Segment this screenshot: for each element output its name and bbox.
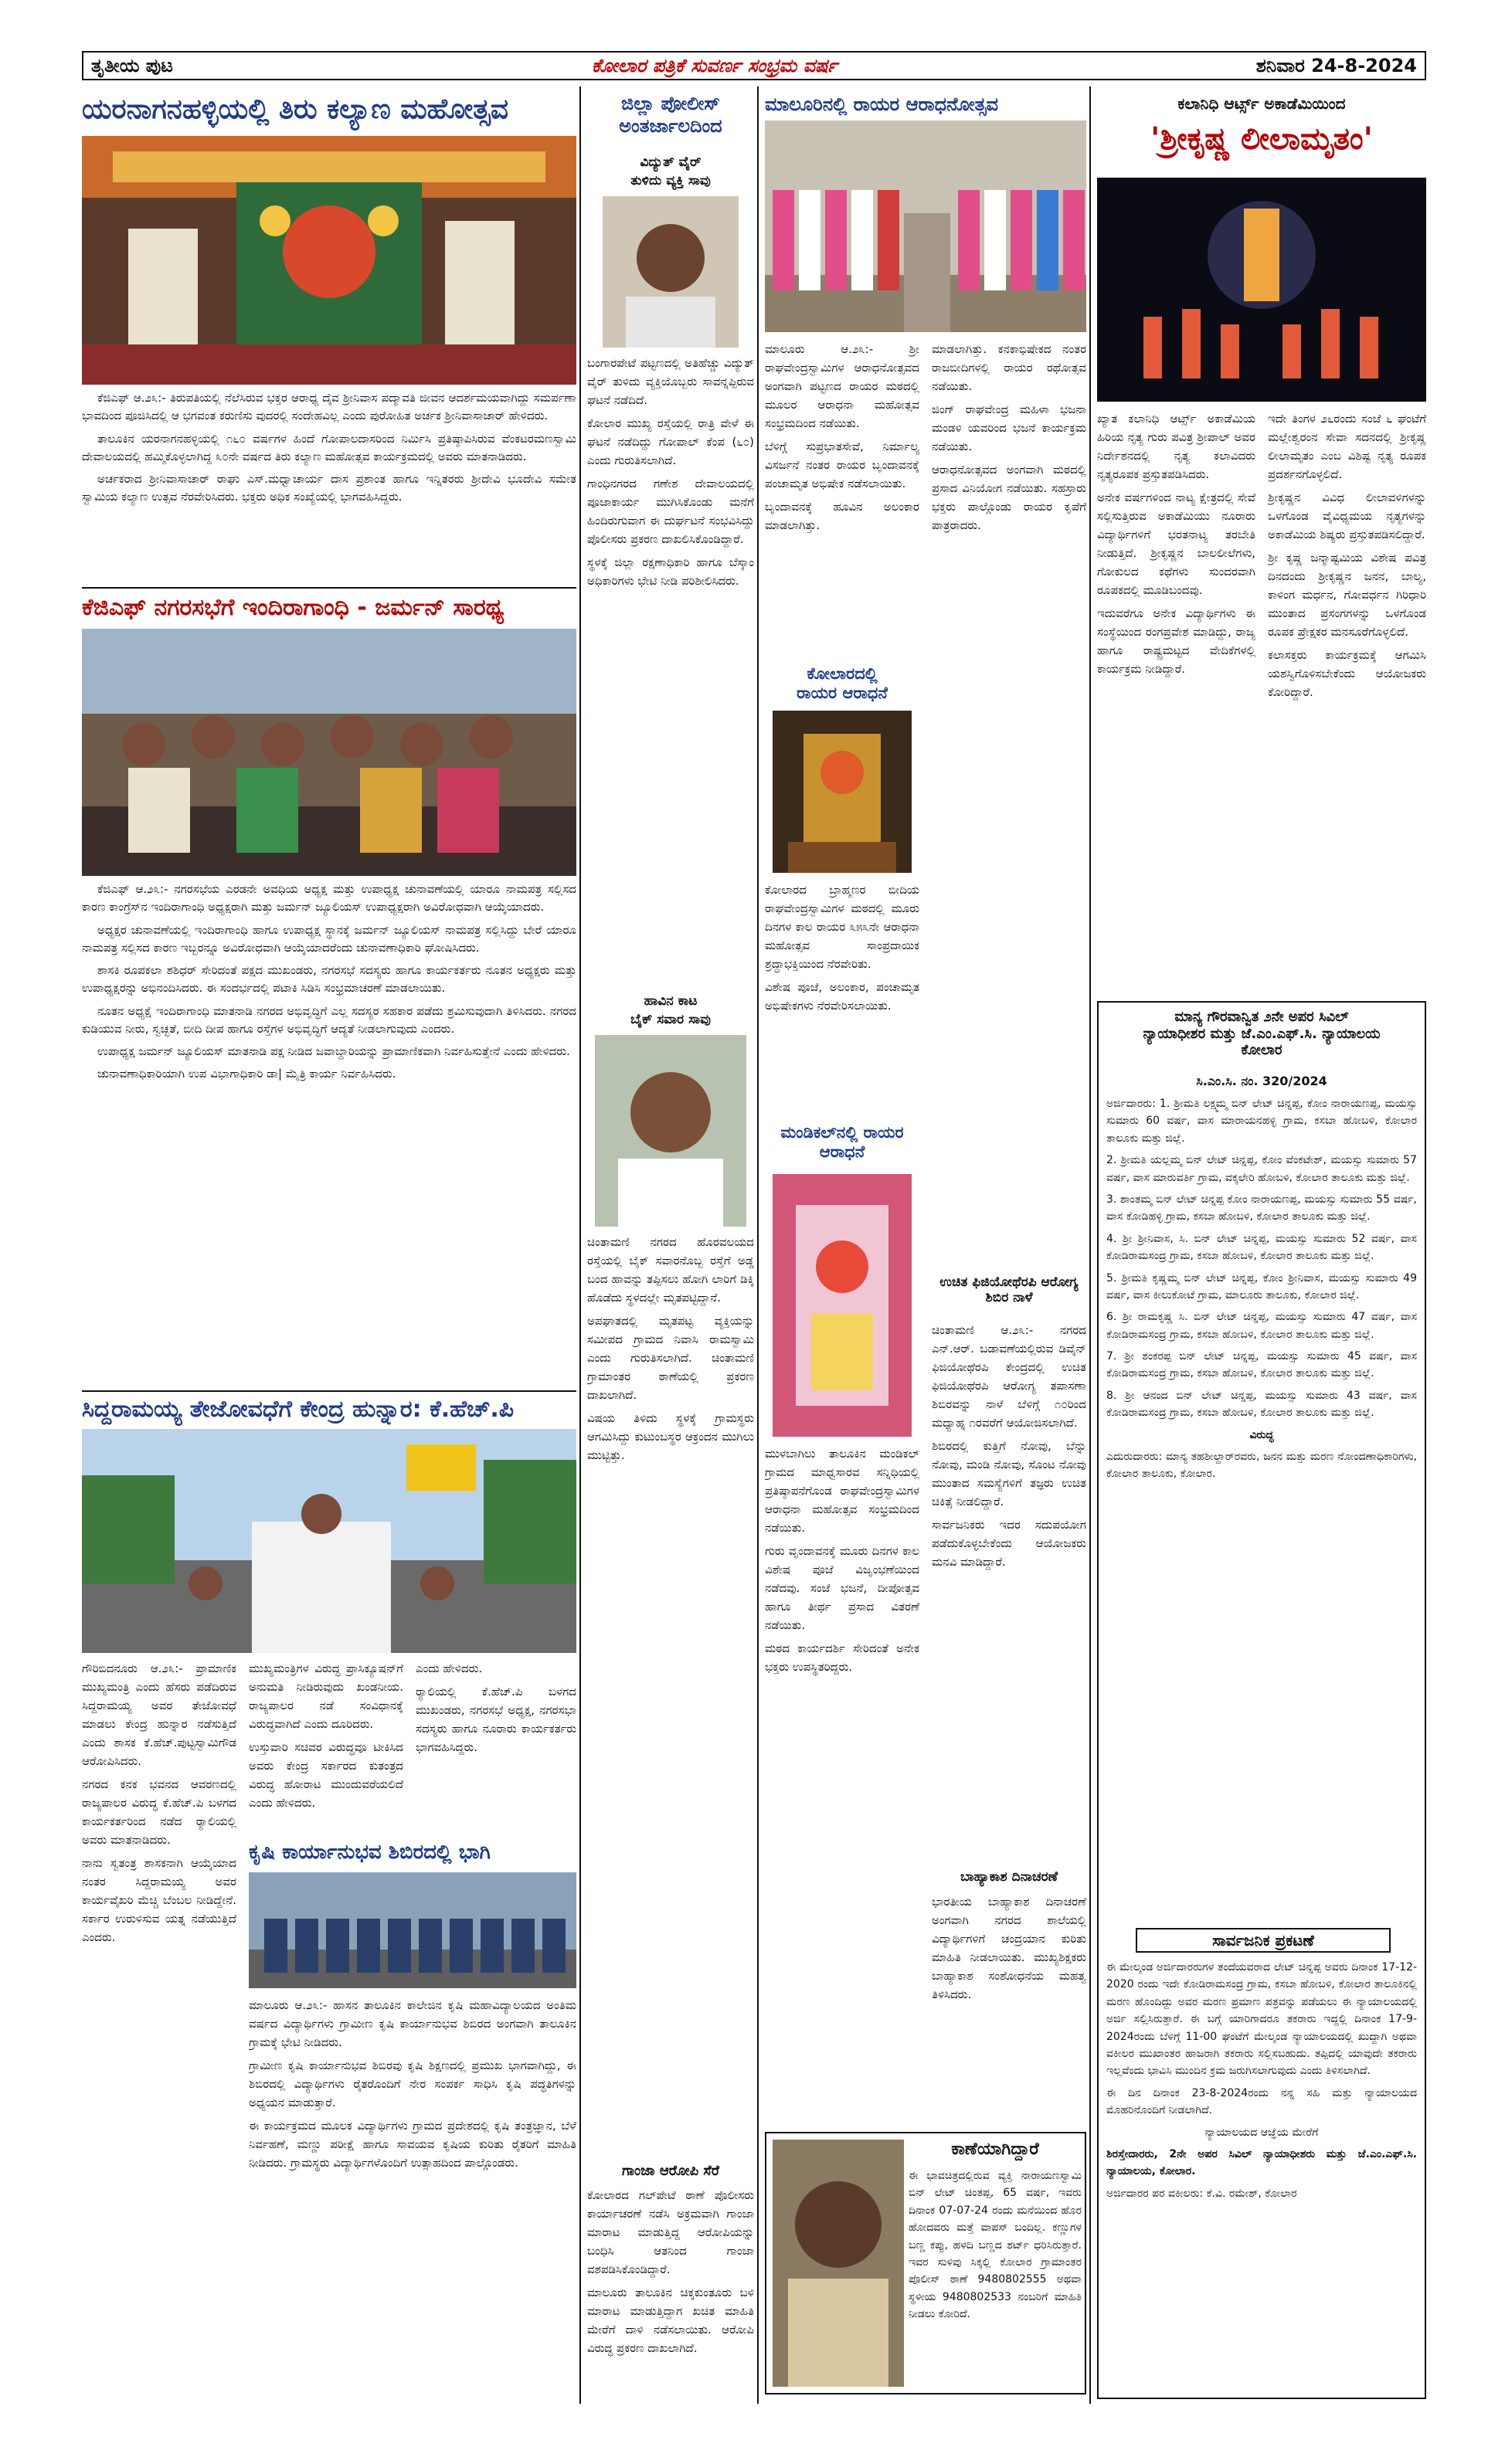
council-officials-photo — [82, 629, 576, 876]
masthead-tagline: ಕೋಲಾರ ಪತ್ರಿಕೆ ಸುವರ್ಣ ಸಂಭ್ರಮ ವರ್ಷ — [591, 55, 837, 76]
health-camp-body — [932, 1321, 1086, 1784]
court-respondent: ಎದುರುದಾರರು: ಮಾನ್ಯ ತಹಶೀಲ್ದಾರ್‌ರವರು, ಜನನ ಮತ್ತು ಮರಣ ನೋಂದಣಾಧಿಕಾರಿಗಳು, ಕೋಲಾರ ತಾಲೂಕು, ಕೋಲಾರ. — [1106, 1451, 1417, 1481]
story2-paragraph: ನೂತನ ಅಧ್ಯಕ್ಷೆ ಇಂದಿರಾಗಾಂಧಿ ಮಾತನಾಡಿ ನಗರದ ಅಭಿವೃದ್ಧಿಗೆ ಎಲ್ಲ ಸದಸ್ಯರ ಸಹಕಾರ ಪಡೆದು ಶ್ರಮಿಸುವುದಾಗಿ ತಿಳಿಸಿದರು. ನಗರದ ಕುಡಿಯುವ ನೀರು, ಸ್ವಚ್ಛತೆ, ಬೀದಿ ದೀಪ ಹಾಗೂ ರಸ್ತೆಗಳ ಅಭಿವೃದ್ಧಿಗೆ ಆದ್ಯತೆ ನೀಡಲಾಗುವುದು ಎಂದರು. — [82, 1003, 576, 1036]
story3-paragraph: ನಗರದ ಕನಕ ಭವನದ ಆವರಣದಲ್ಲಿ ರಾಜ್ಯಪಾಲರ ವಿರುದ್ಧ ಕೆ.ಹೆಚ್.ಪಿ ಬಳಗದ ಕಾರ್ಯಕರ್ತರಿಂದ ನಡೆದ ರ್‍ಯಾಲಿಯಲ್ಲಿ ಅವರು ಮಾತನಾಡಿದರು. — [82, 1777, 236, 1847]
court-title-line: ಕೋಲಾರ — [1241, 1042, 1282, 1059]
kolar-rayaru-headline-line1: ಕೋಲಾರದಲ್ಲಿ — [807, 664, 878, 683]
page-number-label: ತೃತೀಯ ಪುಟ — [91, 55, 173, 76]
story3-col2 — [249, 1659, 403, 1837]
rally-photo — [82, 1429, 576, 1653]
court-title-line: ನ್ಯಾಯಾಧೀಶರ ಮತ್ತು ಜೆ.ಎಂ.ಎಫ್.ಸಿ. ನ್ಯಾಯಾಲಯ — [1143, 1025, 1381, 1042]
court-party: 3. ಶಾಂತಮ್ಮ ಬಿನ್ ಲೇಟ್ ಚಿನ್ನಪ್ಪ ಕೋಂ ನಾರಾಯಣಪ್ಪ, ಮಯಸ್ಸು ಸುಮಾರು 55 ವರ್ಷ, ವಾಸ ಕೋಡಿಹಳ್ಳಿ ಗ್ರಾಮ, ಕಸಬಾ ಹೋಬಳಿ, ಕೋಲಾರ ತಾಲೂಕು ಮತ್ತು ಜಿಲ್ಲೆ. — [1106, 1193, 1417, 1224]
kolar-rayaru-body — [765, 881, 919, 1128]
public-notice-title: ಸಾರ್ವಜನಿಕ ಪ್ರಕಟಣೆ — [1136, 1928, 1391, 1953]
police-headline — [587, 93, 754, 137]
story1-headline: ಯರನಾಗನಹಳ್ಳಿಯಲ್ಲಿ ತಿರು ಕಲ್ಯಾಣ ಮಹೋತ್ಸವ — [82, 93, 508, 125]
section-divider — [82, 1390, 576, 1392]
police-paragraph: ಚಿಂತಾಮಣಿ ನಗರದ ಹೊರವಲಯದ ರಸ್ತೆಯಲ್ಲಿ ಬೈಕ್ ಸವಾರನೊಬ್ಬ ರಸ್ತೆಗೆ ಅಡ್ಡ ಬಂದ ಹಾವನ್ನು ತಪ್ಪಿಸಲು ಹೋಗಿ ಲಾರಿಗೆ ಡಿಕ್ಕಿ ಹೊಡೆದು ಸ್ಥಳದಲ್ಲೇ ಮೃತಪಟ್ಟಿದ್ದಾನೆ. — [587, 1235, 754, 1305]
story1-paragraph: ಕೆಜಿಎಫ್ ಆ.೨೩:- ತಿರುಪತಿಯಲ್ಲಿ ನೆಲೆಸಿರುವ ಭಕ್ತರ ಆರಾಧ್ಯ ದೈವ ಶ್ರೀನಿವಾಸ ಪದ್ಮಾವತಿ ಜೀವನ ಆದರ್ಶಮಯವಾಗಿದ್ದು ಸಮರ್ಪಣಾ ಭಾವದಿಂದ ಪೂಜಿಸಿದಲ್ಲಿ ಆ ಭಗವಂತ ಕರುಣಿಸು ವುದರಲ್ಲಿ ಸಂದೇಹವಿಲ್ಲ ಎಂದು ಪುರೋಹಿತ ಅರ್ಚಕ ಶ್ರೀನಿವಾಸಾಚಾರ್ ಹೇಳಿದರು. — [82, 391, 576, 423]
story3-paragraph: ರ್‍ಯಾಲಿಯಲ್ಲಿ ಕೆ.ಹೆಚ್.ಪಿ ಬಳಗದ ಮುಖಂಡರು, ನಗರಸಭೆ ಅಧ್ಯಕ್ಷ, ನಗರಸಭಾ ಸದಸ್ಯರು ಹಾಗೂ ನೂರಾರು ಕಾರ್ಯಕರ್ತರು ಭಾಗವಹಿಸಿದ್ದರು. — [416, 1685, 576, 1754]
police-body2 — [587, 1233, 754, 1866]
story4-paragraph: ಗ್ರಾಮೀಣ ಕೃಷಿ ಕಾರ್ಯಾನುಭವ ಶಿಬಿರವು ಕೃಷಿ ಶಿಕ್ಷಣದಲ್ಲಿ ಪ್ರಮುಖ ಭಾಗವಾಗಿದ್ದು, ಈ ಶಿಬಿರದಲ್ಲಿ ವಿದ್ಯಾರ್ಥಿಗಳು ರೈತರೊಂದಿಗೆ ನೇರ ಸಂಪರ್ಕ ಸಾಧಿಸಿ ಕೃಷಿ ಪದ್ಧತಿಗಳನ್ನು ಅಧ್ಯಯನ ಮಾಡುತ್ತಾರೆ. — [249, 2058, 576, 2109]
court-case-number: ಸಿ.ಎಂ.ಸಿ. ನಂ. 320/2024 — [1196, 1074, 1327, 1088]
story2-headline: ಕೆಜಿಎಫ್ ನಗರಸಭೆಗೆ ಇಂದಿರಾಗಾಂಧಿ - ಜರ್ಮನ್ ಸಾರಥ್ಯ — [82, 594, 504, 621]
accident-victim-photo — [595, 1035, 746, 1227]
police-paragraph: ಗಾಂಧಿನಗರದ ಗಣೇಶ ದೇವಾಲಯದಲ್ಲಿ ಪೂಜಾಕಾರ್ಯ ಮುಗಿಸಿಕೊಂಡು ಮನೆಗೆ ಹಿಂದಿರುಗುವಾಗ ಈ ದುರ್ಘಟನೆ ಸಂಭವಿಸಿದ್ದು ಪೊಲೀಸರು ಪ್ರಕರಣ ದಾಖಲಿಸಿಕೊಂಡಿದ್ದಾರೆ. — [587, 477, 754, 546]
story1-body — [82, 389, 576, 579]
court-party: 6. ಶ್ರೀ ರಾಮಕೃಷ್ಣ ಸಿ. ಬಿನ್ ಲೇಟ್ ಚಿನ್ನಪ್ಪ, ಮಯಸ್ಸು ಸುಮಾರು 47 ವರ್ಷ, ವಾಸ ಕೋಡಿರಾಮಸಂದ್ರ ಗ್ರಾಮ, ಕಸಬಾ ಹೋಬಳಿ, ಕೋಲಾರ ತಾಲೂಕು ಮತ್ತು ಜಿಲ್ಲೆ. — [1106, 1311, 1417, 1341]
police-headline-line1: ಜಿಲ್ಲಾ ಪೋಲೀಸ್ — [621, 93, 720, 114]
procession-photo — [765, 120, 1086, 332]
police-kicker2: ಹಾವಿನ ಕಾಟ — [644, 993, 698, 1009]
space-day-paragraph: ಭಾರತೀಯ ಬಾಹ್ಯಾಕಾಶ ದಿನಾಚರಣೆ ಅಂಗವಾಗಿ ನಗರದ ಶಾಲೆಯಲ್ಲಿ ವಿದ್ಯಾರ್ಥಿಗಳಿಗೆ ಚಂದ್ರಯಾನ ಕುರಿತು ಮಾಹಿತಿ ನೀಡಲಾಯಿತು. ಮುಖ್ಯಶಿಕ್ಷಕರು ಬಾಹ್ಯಾಕಾಶ ಸಂಶೋಧನೆಯ ಮಹತ್ವ ತಿಳಿಸಿದರು. — [932, 1895, 1086, 2001]
story1-paragraph: ಅರ್ಚಕರಾದ ಶ್ರೀನಿವಾಸಾಚಾರ್ ರಾಘು ಎಸ್.ಮಧ್ವಾಚಾರ್ಯ ದಾಸ ಪ್ರಶಾಂತ ಹಾಗೂ ಇನ್ನಿತರರು ಶ್ರೀದೇವಿ ಭೂದೇವಿ ಸಮೇತ ಸ್ವಾಮಿಯ ಕಲ್ಯಾಣ ಉತ್ಸವ ನೆರವೇರಿಸಿದರು. ಭಕ್ತರು ಅಧಿಕ ಸಂಖ್ಯೆಯಲ್ಲಿ ಭಾಗವಹಿಸಿದ್ದರು. — [82, 472, 576, 504]
malur-paragraph: ಮಾಡಲಾಗಿತ್ತು. ಕನಕಾಭಿಷೇಕದ ನಂತರ ರಾಜಬೀದಿಗಳಲ್ಲಿ ರಾಯರ ರಥೋತ್ಸವ ನಡೆಯಿತು. — [932, 342, 1086, 393]
space-day-body — [932, 1892, 1086, 2101]
health-camp-paragraph: ಚಿಂತಾಮಣಿ ಆ.೨೩:- ನಗರದ ಎನ್.ಆರ್. ಬಡಾವಣೆಯಲ್ಲಿರುವ ಡಿವೈನ್ ಫಿಜಿಯೋಥೆರಪಿ ಕೇಂದ್ರದಲ್ಲಿ ಉಚಿತ ಫಿಜಿಯೋಥೆರಪಿ ಆರೋಗ್ಯ ತಪಾಸಣಾ ಶಿಬಿರವನ್ನು ನಾಳೆ ಬೆಳಿಗ್ಗೆ ೧೦ರಿಂದ ಮಧ್ಯಾಹ್ನ ೧ರವರೆಗೆ ಆಯೋಜಿಸಲಾಗಿದೆ. — [932, 1323, 1086, 1430]
story3-headline: ಸಿದ್ದರಾಮಯ್ಯ ತೇಜೋವಧೆಗೆ ಕೇಂದ್ರ ಹುನ್ನಾರ: ಕೆ.ಹೆಚ್.ಪಿ — [82, 1396, 514, 1423]
space-day-headline: ಬಾಹ್ಯಾಕಾಶ ದಿನಾಚರಣೆ — [960, 1869, 1058, 1885]
kolar-rayaru-paragraph: ವಿಶೇಷ ಪೂಜೆ, ಅಲಂಕಾರ, ಪಂಚಾಮೃತ ಅಭಿಷೇಕಗಳು ನೆರವೇರಿಸಲಾಯಿತು. — [765, 980, 919, 1013]
police-kicker3: ಗಾಂಜಾ ಆರೋಪಿ ಸೆರೆ — [622, 2163, 719, 2179]
story3-col3 — [416, 1659, 576, 1837]
story2-paragraph: ಚುನಾವಣಾಧಿಕಾರಿಯಾಗಿ ಉಪ ವಿಭಾಗಾಧಿಕಾರಿ ಡಾ| ಮೈತ್ರಿ ಕಾರ್ಯ ನಿರ್ವಹಿಸಿದರು. — [97, 1067, 396, 1081]
police-paragraph: ವಿಷಯ ತಿಳಿದು ಸ್ಥಳಕ್ಕೆ ಗ್ರಾಮಸ್ಥರು ಆಗಮಿಸಿದ್ದು ಕುಟುಂಬಸ್ಥರ ಆಕ್ರಂದನ ಮುಗಿಲು ಮುಟ್ಟಿತ್ತು. — [587, 1411, 754, 1462]
brindavana-photo — [773, 711, 912, 873]
police-paragraph: ಅಪಘಾತದಲ್ಲಿ ಮೃತಪಟ್ಟ ವ್ಯಕ್ತಿಯನ್ನು ಸಮೀಪದ ಗ್ರಾಮದ ನಿವಾಸಿ ರಾಮಸ್ವಾಮಿ ಎಂದು ಗುರುತಿಸಲಾಗಿದೆ. ಚಿಂತಾಮಣಿ ಗ್ರಾಮಾಂತರ ಠಾಣೆಯಲ್ಲಿ ಪ್ರಕರಣ ದಾಖಲಾಗಿದೆ. — [587, 1314, 754, 1402]
kolar-rayaru-paragraph: ಕೋಲಾರದ ಬ್ರಾಹ್ಮಣರ ಬೀದಿಯ ರಾಘವೇಂದ್ರಸ್ವಾಮಿಗಳ ಮಠದಲ್ಲಿ ಮೂರು ದಿನಗಳ ಕಾಲ ರಾಯರ ೩೫೩ನೇ ಆರಾಧನಾ ಮಹೋತ್ಸವ ಸಾಂಪ್ರದಾಯಿಕ ಶ್ರದ್ಧಾಭಕ್ತಿಯಿಂದ ನೆರವೇರಿತು. — [765, 883, 919, 971]
missing-headline: ಕಾಣೆಯಾಗಿದ್ದಾರೆ — [951, 2140, 1039, 2159]
story3-paragraph: ಮುಖ್ಯಮಂತ್ರಿಗಳ ವಿರುದ್ಧ ಪ್ರಾಸಿಕ್ಯೂಷನ್‌ಗೆ ಅನುಮತಿ ನೀಡಿರುವುದು ಖಂಡನೀಯ. ರಾಜ್ಯಪಾಲರ ನಡೆ ಸಂವಿಧಾನಕ್ಕೆ ವಿರುದ್ಧವಾಗಿದೆ ಎಂದು ದೂರಿದರು. — [249, 1661, 403, 1731]
malur-paragraph: ಆರಾಧನೋತ್ಸವದ ಅಂಗವಾಗಿ ಮಠದಲ್ಲಿ ಪ್ರಸಾದ ವಿನಿಯೋಗ ನಡೆಯಿತು. ಸಹಸ್ರಾರು ಭಕ್ತರು ಪಾಲ್ಗೊಂಡು ರಾಯರ ಕೃಪೆಗೆ ಪಾತ್ರರಾದರು. — [932, 463, 1086, 532]
court-party: 2. ಶ್ರೀಮತಿ ಯಲ್ಲಮ್ಮ ಬಿನ್ ಲೇಟ್ ಚಿನ್ನಪ್ಪ, ಕೋಂ ವೆಂಕಟೇಶ್, ಮಯಸ್ಸು ಸುಮಾರು 57 ವರ್ಷ, ವಾಸ ಮಾರುವರ್ತಿ ಗ್ರಾಮ, ವಕ್ಕಲೇರಿ ಹೋಬಳಿ, ಕೋಲಾರ ತಾಲೂಕು ಮತ್ತು ಜಿಲ್ಲೆ. — [1106, 1154, 1417, 1184]
court-party: 8. ಶ್ರೀ ಆನಂದ ಬಿನ್ ಲೇಟ್ ಚಿನ್ನಪ್ಪ, ಮಯಸ್ಸು ಸುಮಾರು 43 ವರ್ಷ, ವಾಸ ಕೋಡಿರಾಮಸಂದ್ರ ಗ್ರಾಮ, ಕಸಬಾ ಹೋಬಳಿ, ಕೋಲಾರ ತಾಲೂಕು ಮತ್ತು ಜಿಲ್ಲೆ. — [1106, 1389, 1417, 1420]
malur-paragraph: ಬೆಳಿಗ್ಗೆ ಸುಪ್ರಭಾತಸೇವೆ, ನಿರ್ಮಾಲ್ಯ ವಿಸರ್ಜನೆ ನಂತರ ರಾಯರ ಬೃಂದಾವನಕ್ಕೆ ಪಂಚಾಮೃತ ಅಭಿಷೇಕ ನಡೆಸಲಾಯಿತು. — [765, 440, 919, 490]
missing-body: ಈ ಭಾವಚಿತ್ರದಲ್ಲಿರುವ ವ್ಯಕ್ತಿ ನಾರಾಯಣಸ್ವಾಮಿ ಬಿನ್ ಲೇಟ್ ಚಿಂತಪ್ಪ, 65 ವರ್ಷ, ಇವರು ದಿನಾಂಕ 07-07-24 ರಂದು ಮನೆಯಿಂದ ಹೊರ ಹೋದವರು ಮತ್ತೆ ವಾಪಸ್ ಬಂದಿಲ್ಲ. ಕಣ್ಣುಗಳ ಬಣ್ಣ ಕಪ್ಪು, ಹಳದಿ ಬಣ್ಣದ ಶರ್ಟ್ ಧರಿಸಿರುತ್ತಾರೆ. ಇವರ ಸುಳಿವು ಸಿಕ್ಕಲ್ಲಿ ಕೋಲಾರ ಗ್ರಾಮಾಂತರ ಪೊಲೀಸ್ ಠಾಣೆ 9480802555 ಅಥವಾ ಸ್ಥಳೀಯ 9480802533 ನಂಬರಿಗೆ ಮಾಹಿತಿ ನೀಡಲು ಕೋರಿದೆ. — [909, 2170, 1082, 2321]
page-header — [82, 51, 1426, 80]
wedding-ceremony-photo — [82, 136, 576, 385]
mandikal-shrine-photo — [773, 1174, 912, 1437]
court-title-line: ಮಾನ್ಯ ಗೌರವಾನ್ವಿತ ೨ನೇ ಅಪರ ಸಿವಿಲ್ — [1174, 1009, 1349, 1025]
public-notice-footer: ಈ ದಿನ ದಿನಾಂಕ 23-8-2024ರಂದು ನನ್ನ ಸಹಿ ಮತ್ತು ನ್ಯಾಯಾಲಯದ ಮೊಹರಿನೊಂದಿಗೆ ನೀಡಲಾಗಿದೆ. — [1106, 2086, 1417, 2117]
public-notice-footer: ಶಿರಸ್ತೇದಾರರು, 2ನೇ ಅಪರ ಸಿವಿಲ್ ನ್ಯಾಯಾಧೀಶರು ಮತ್ತು ಜೆ.ಎಂ.ಎಫ್.ಸಿ. ನ್ಯಾಯಾಲಯ, ಕೋಲಾರ. — [1106, 2147, 1417, 2178]
story2-paragraph: ಶಾಸಕಿ ರೂಪಕಲಾ ಶಶಿಧರ್ ಸೇರಿದಂತೆ ಪಕ್ಷದ ಮುಖಂಡರು, ನಗರಸಭೆ ಸದಸ್ಯರು ಹಾಗೂ ಕಾರ್ಯಕರ್ತರು ನೂತನ ಅಧ್ಯಕ್ಷರು ಮತ್ತು ಉಪಾಧ್ಯಕ್ಷರನ್ನು ಅಭಿನಂದಿಸಿದರು. ಈ ಸಂದರ್ಭದಲ್ಲಿ ಪಟಾಕಿ ಸಿಡಿಸಿ ಸಂಭ್ರಮಾಚರಣೆ ಮಾಡಲಾಯಿತು. — [82, 963, 576, 996]
kolar-rayaru-headline-line2: ರಾಯರ ಆರಾಧನೆ — [797, 684, 888, 703]
public-notice-body — [1106, 1959, 1417, 2391]
police-headline-line2: ಅಂತರ್ಜಾಲದಿಂದ — [619, 114, 722, 137]
police-body1 — [587, 354, 754, 987]
police-paragraph: ಕೋಲಾರದ ಗಲ್‌ಪೇಟೆ ಠಾಣೆ ಪೊಲೀಸರು ಕಾರ್ಯಾಚರಣೆ ನಡೆಸಿ ಅಕ್ರಮವಾಗಿ ಗಾಂಜಾ ಮಾರಾಟ ಮಾಡುತ್ತಿದ್ದ ಆರೋಪಿಯನ್ನು ಬಂಧಿಸಿ ಆತನಿಂದ ಗಾಂಜಾ ವಶಪಡಿಸಿಕೊಂಡಿದ್ದಾರೆ. — [587, 2188, 754, 2276]
court-party: 7. ಶ್ರೀ ಶಂಕರಪ್ಪ ಬಿನ್ ಲೇಟ್ ಚಿನ್ನಪ್ಪ, ಮಯಸ್ಸು ಸುಮಾರು 45 ವರ್ಷ, ವಾಸ ಕೋಡಿರಾಮಸಂದ್ರ ಗ್ರಾಮ, ಕಸಬಾ ಹೋಬಳಿ, ಕೋಲಾರ ತಾಲೂಕು ಮತ್ತು ಜಿಲ್ಲೆ. — [1106, 1350, 1417, 1380]
kalanidhi-paragraph: ಶ್ರೀಕೃಷ್ಣನ ವಿವಿಧ ಲೀಲಾವಳಿಗಳನ್ನು ಒಳಗೊಂಡ ವೈವಿಧ್ಯಮಯ ನೃತ್ಯಗಳನ್ನು ಅಕಾಡೆಮಿಯ ಶಿಷ್ಯರು ಪ್ರಸ್ತುತಪಡಿಸಲಿದ್ದಾರೆ. — [1268, 490, 1426, 541]
kalanidhi-kicker: ಕಲಾನಿಧಿ ಆರ್ಟ್ಸ್ ಅಕಾಡೆಮಿಯಿಂದ — [1177, 94, 1346, 113]
police-kicker: ವಿದ್ಯುತ್ ವೈರ್ — [640, 154, 702, 170]
malur-headline: ಮಾಲೂರಿನಲ್ಲಿ ರಾಯರ ಆರಾಧನೋತ್ಸವ — [765, 93, 999, 115]
court-party: 5. ಶ್ರೀಮತಿ ಕೃಷ್ಣಮ್ಮ ಬಿನ್ ಲೇಟ್ ಚಿನ್ನಪ್ಪ, ಕೋಂ ಶ್ರೀನಿವಾಸ, ಮಯಸ್ಸು ಸುಮಾರು 49 ವರ್ಷ, ವಾಸ ಕೀಲುಕೋಟೆ ಗ್ರಾಮ, ಮಾಲೂರು ತಾಲೂಕು, ಕೋಲಾರ ಜಿಲ್ಲೆ. — [1106, 1271, 1417, 1302]
mandikal-paragraph: ಮುಳಬಾಗಿಲು ತಾಲೂಕಿನ ಮಂಡಿಕಲ್ ಗ್ರಾಮದ ಮಾಧ್ವಸಾರವ ಸನ್ನಿಧಿಯಲ್ಲಿ ಪ್ರತಿಷ್ಠಾಪನೆಗೊಂಡ ರಾಘವೇಂದ್ರಸ್ವಾಮಿಗಳ ಆರಾಧನಾ ಮಹೋತ್ಸವ ಸಂಭ್ರಮದಿಂದ ನಡೆಯಿತು. — [765, 1447, 919, 1535]
kalanidhi-paragraph: ಶ್ರೀ ಕೃಷ್ಣ ಜನ್ಮಾಷ್ಟಮಿಯ ವಿಶೇಷ ಪವಿತ್ರ ದಿನದಂದು ಶ್ರೀಕೃಷ್ಣನ ಜನನ, ಬಾಲ್ಯ, ಕಾಳಿಂಗ ಮರ್ಧನ, ಗೋವರ್ಧನ ಗಿರಿಧಾರಿ ಮುಂತಾದ ಪ್ರಸಂಗಗಳನ್ನು ಒಳಗೊಂಡ ರೂಪಕ ಪ್ರೇಕ್ಷಕರ ಮನಸೂರೆಗೊಳ್ಳಲಿದೆ. — [1268, 551, 1426, 639]
column-divider — [579, 87, 581, 2404]
police-sub: ತುಳಿದು ವ್ಯಕ್ತಿ ಸಾವು — [630, 173, 711, 188]
story3-paragraph: ಎಂದು ಹೇಳಿದರು. — [416, 1661, 483, 1675]
story1-paragraph: ತಾಲೂಕಿನ ಯರನಾಗನಹಳ್ಳಿಯಲ್ಲಿ ೧೬೦ ವರ್ಷಗಳ ಹಿಂದೆ ಗೋಪಾಲದಾಸರಿಂದ ನಿರ್ಮಿಸಿ ಪ್ರತಿಷ್ಠಾಪಿಸಿರುವ ವೆಂಕಟರಮಣಸ್ವಾಮಿ ದೇವಾಲಯದಲ್ಲಿ ಹಮ್ಮಿಕೊಳ್ಳಲಾಗಿದ್ದ ೩೦ನೇ ವರ್ಷದ ತಿರು ಕಲ್ಯಾಣ ಮಹೋತ್ಸವ ಕಾರ್ಯಕ್ರಮದಲ್ಲಿ ಅವರು ಮಾತನಾಡಿದರು. — [82, 431, 576, 463]
mandikal-paragraph: ಗುರು ವೃಂದಾವನಕ್ಕೆ ಮೂರು ದಿನಗಳ ಕಾಲ ವಿಶೇಷ ಪೂಜೆ ವಿಜೃಂಭಣೆಯಿಂದ ನಡೆದವು. ಸಂಜೆ ಭಜನೆ, ದೀಪೋತ್ಸವ ಹಾಗೂ ತೀರ್ಥ ಪ್ರಸಾದ ವಿತರಣೆ ನಡೆಯಿತು. — [765, 1544, 919, 1632]
kalanidhi-col1 — [1097, 409, 1255, 996]
kolar-rayaru-headline — [765, 664, 919, 703]
public-notice-text: ಈ ಮೇಲ್ಕಂಡ ಅರ್ಜಿದಾರರುಗಳ ತಂದೆಯವರಾದ ಲೇಟ್ ಚಿನ್ನಪ್ಪ ಅವರು ದಿನಾಂಕ 17-12-2020 ರಂದು ಇದೇ ಕೋಡಿರಾಮಸಂದ್ರ ಗ್ರಾಮ, ಕಸಬಾ ಹೋಬಳಿ, ಕೋಲಾರ ತಾಲೂಕಿನಲ್ಲಿ ಮರಣ ಹೊಂದಿದ್ದು ಅವರ ಮರಣ ಪ್ರಮಾಣ ಪತ್ರವನ್ನು ಪಡೆಯಲು ಈ ನ್ಯಾಯಾಲಯದಲ್ಲಿ ಅರ್ಜಿ ಸಲ್ಲಿಸಿರುತ್ತಾರೆ. ಈ ಬಗ್ಗೆ ಯಾರಿಗಾದರೂ ತಕರಾರು ಇದ್ದಲ್ಲಿ ದಿನಾಂಕ 17-9-2024ರಂದು ಬೆಳಿಗ್ಗೆ 11-00 ಘಂಟೆಗೆ ಮೇಲ್ಕಂಡ ನ್ಯಾಯಾಲಯದಲ್ಲಿ ಖುದ್ದಾಗಿ ಅಥವಾ ವಕೀಲರ ಮುಖಾಂತರ ಹಾಜರಾಗಿ ತಕರಾರು ಸಲ್ಲಿಸಬಹುದು. ತಪ್ಪಿದಲ್ಲಿ ಯಾವುದೇ ತಕರಾರು ಇಲ್ಲವೆಂದು ಭಾವಿಸಿ ಮುಂದಿನ ಕ್ರಮ ಜರುಗಿಸಲಾಗುವುದು ಎಂದು ತಿಳಿಸಲಾಗಿದೆ. — [1106, 1961, 1417, 2078]
kalanidhi-paragraph: ಇದುವರೆಗೂ ಅನೇಕ ವಿದ್ಯಾರ್ಥಿಗಳು ಈ ಸಂಸ್ಥೆಯಿಂದ ರಂಗಪ್ರವೇಶ ಮಾಡಿದ್ದು, ರಾಜ್ಯ ಹಾಗೂ ರಾಷ್ಟ್ರಮಟ್ಟದ ವೇದಿಕೆಗಳಲ್ಲಿ ಕಾರ್ಯಕ್ರಮ ನೀಡಿದ್ದಾರೆ. — [1097, 606, 1255, 676]
court-versus: ವಿರುದ್ಧ — [1249, 1428, 1274, 1441]
malur-paragraph: ಮಾಲೂರು ಆ.೨೩:- ಶ್ರೀ ರಾಘವೇಂದ್ರಸ್ವಾಮಿಗಳ ಆರಾಧನೋತ್ಸವದ ಅಂಗವಾಗಿ ಪಟ್ಟಣದ ರಾಯರ ಮಠದಲ್ಲಿ ಮೂಲರ ಆರಾಧನಾ ಮಹೋತ್ಸವ ಸಂಭ್ರಮದಿಂದ ನಡೆಯಿತು. — [765, 342, 919, 430]
court-party: 4. ಶ್ರೀ ಶ್ರೀನಿವಾಸ, ಸಿ. ಬಿನ್ ಲೇಟ್ ಚಿನ್ನಪ್ಪ, ಮಯಸ್ಸು ಸುಮಾರು 52 ವರ್ಷ, ವಾಸ ಕೋಡಿರಾಮಸಂದ್ರ ಗ್ರಾಮ, ಕಸಬಾ ಹೋಬಳಿ, ಕೋಲಾರ ತಾಲೂಕು ಮತ್ತು ಜಿಲ್ಲೆ. — [1106, 1232, 1417, 1263]
issue-date: ಶನಿವಾರ 24-8-2024 — [1255, 55, 1417, 76]
story2-paragraph: ಕೆಜಿಎಫ್ ಆ.೨೩:- ನಗರಸಭೆಯ ಎರಡನೇ ಅವಧಿಯ ಅಧ್ಯಕ್ಷ ಮತ್ತು ಉಪಾಧ್ಯಕ್ಷ ಚುನಾವಣೆಯಲ್ಲಿ ಯಾರೂ ನಾಮಪತ್ರ ಸಲ್ಲಿಸದ ಕಾರಣ ಕಾಂಗ್ರೆಸ್‌ನ ಇಂದಿರಾಗಾಂಧಿ ಅಧ್ಯಕ್ಷರಾಗಿ ಮತ್ತು ಜರ್ಮನ್ ಜ್ಯೂಲಿಯಸ್ ಉಪಾಧ್ಯಕ್ಷರಾಗಿ ಅವಿರೋಧವಾಗಿ ಆಯ್ಕೆಯಾದರು. — [82, 882, 576, 915]
kalanidhi-paragraph: ಇದೇ ತಿಂಗಳ ೨೬ರಂದು ಸಂಜೆ ೬ ಘಂಟೆಗೆ ಮಲ್ಲೇಶ್ವರಂನ ಸೇವಾ ಸದನದಲ್ಲಿ ಶ್ರೀಕೃಷ್ಣ ಲೀಲಾಮೃತಂ ಎಂಬ ವಿಶಿಷ್ಟ ನೃತ್ಯ ರೂಪಕ ಪ್ರದರ್ಶನಗೊಳ್ಳಲಿದೆ. — [1268, 412, 1426, 481]
column-divider — [757, 87, 759, 2404]
health-camp-paragraph: ಸಾರ್ವಜನಿಕರು ಇದರ ಸದುಪಯೋಗ ಪಡೆದುಕೊಳ್ಳಬೇಕೆಂದು ಆಯೋಜಕರು ಮನವಿ ಮಾಡಿದ್ದಾರೆ. — [932, 1518, 1086, 1569]
story2-paragraph: ಅಧ್ಯಕ್ಷರ ಚುನಾವಣೆಯಲ್ಲಿ ಇಂದಿರಾಗಾಂಧಿ ಹಾಗೂ ಉಪಾಧ್ಯಕ್ಷ ಸ್ಥಾನಕ್ಕೆ ಜರ್ಮನ್ ಜ್ಯೂಲಿಯಸ್ ನಾಮಪತ್ರ ಸಲ್ಲಿಸಿದ್ದು ಬೇರೆ ಯಾರೂ ನಾಮಪತ್ರ ಸಲ್ಲಿಸದ ಕಾರಣ ಇಬ್ಬರನ್ನೂ ಅವಿರೋಧವಾಗಿ ಆಯ್ಕೆಯಾದರೆಂದು ಚುನಾವಣಾಧಿಕಾರಿ ಘೋಷಿಸಿದರು. — [82, 922, 576, 955]
police-paragraph: ಮಾಲೂರು ತಾಲೂಕಿನ ಚಿಕ್ಕಕುಂತೂರು ಬಳಿ ಮಾರಾಟ ಮಾಡುತ್ತಿದ್ದಾಗ ಖಚಿತ ಮಾಹಿತಿ ಮೇರೆಗೆ ದಾಳಿ ನಡೆಸಲಾಯಿತು. ಆರೋಪಿ ವಿರುದ್ಧ ಪ್ರಕರಣ ದಾಖಲಾಗಿದೆ. — [587, 2286, 754, 2355]
students-group-photo — [249, 1872, 576, 1988]
health-camp-headline: ಉಚಿತ ಫಿಜಿಯೋಥೆರಪಿ ಆರೋಗ್ಯ ಶಿಬಿರ ನಾಳೆ — [939, 1274, 1079, 1306]
kalanidhi-paragraph: ಖ್ಯಾತ ಕಲಾನಿಧಿ ಆರ್ಟ್ಸ್ ಅಕಾಡೆಮಿಯ ಹಿರಿಯ ನೃತ್ಯ ಗುರು ಪವಿತ್ರ ಶ್ರೀಪಾಲ್ ಅವರ ನಿರ್ದೇಶನದಲ್ಲಿ ನೃತ್ಯ ಕಲಾವಿದರು ನೃತ್ಯರೂಪಕ ಪ್ರಸ್ತುತಪಡಿಸಿದರು. — [1097, 412, 1255, 481]
deceased-person-photo — [603, 196, 739, 348]
story2-paragraph: ಉಪಾಧ್ಯಕ್ಷ ಜರ್ಮನ್ ಜ್ಯೂಲಿಯಸ್ ಮಾತನಾಡಿ ಪಕ್ಷ ನೀಡಿದ ಜವಾಬ್ದಾರಿಯನ್ನು ಪ್ರಾಮಾಣಿಕವಾಗಿ ನಿರ್ವಹಿಸುತ್ತೇನೆ ಎಂದು ಹೇಳಿದರು. — [97, 1044, 570, 1058]
health-camp-paragraph: ಶಿಬಿರದಲ್ಲಿ ಕುತ್ತಿಗೆ ನೋವು, ಬೆನ್ನು ನೋವು, ಮಂಡಿ ನೋವು, ಸೊಂಟ ನೋವು ಮುಂತಾದ ಸಮಸ್ಯೆಗಳಿಗೆ ತಜ್ಞರು ಉಚಿತ ಚಿಕಿತ್ಸೆ ನೀಡಲಿದ್ದಾರೆ. — [932, 1439, 1086, 1509]
kalanidhi-headline: 'ಶ್ರೀಕೃಷ್ಣ ಲೀಲಾಮೃತಂ' — [1150, 121, 1373, 157]
kalanidhi-col2 — [1268, 409, 1426, 996]
missing-person-photo — [773, 2140, 904, 2387]
police-body3 — [587, 2186, 754, 2402]
police-paragraph: ಸ್ಥಳಕ್ಕೆ ಜಿಲ್ಲಾ ರಕ್ಷಣಾಧಿಕಾರಿ ಹಾಗೂ ಬೆಸ್ಕಾಂ ಅಧಿಕಾರಿಗಳು ಭೇಟಿ ನೀಡಿ ಪರಿಶೀಲಿಸಿದರು. — [587, 555, 754, 588]
malur-paragraph: ಬೃಂದಾವನಕ್ಕೆ ಹೂವಿನ ಅಲಂಕಾರ ಮಾಡಲಾಗಿತ್ತು. — [765, 500, 919, 532]
public-notice-footer: ಅರ್ಜಿದಾರರ ಪರ ವಕೀಲರು: ಕೆ.ವಿ. ರಮೇಶ್, ಕೋಲಾರ — [1106, 2187, 1297, 2200]
police-sub2: ಬೈಕ್ ಸವಾರ ಸಾವು — [630, 1012, 711, 1027]
kalanidhi-paragraph: ಕಲಾಸಕ್ತರು ಕಾರ್ಯಕ್ರಮಕ್ಕೆ ಆಗಮಿಸಿ ಯಶಸ್ವಿಗೊಳಿಸಬೇಕೆಂದು ಆಯೋಜಕರು ಕೋರಿದ್ದಾರೆ. — [1268, 648, 1426, 699]
column-divider — [1089, 87, 1091, 2404]
mandikal-headline: ಮಂಡಿಕಲ್‌ನಲ್ಲಿ ರಾಯರ ಆರಾಧನೆ — [780, 1123, 904, 1162]
story4-paragraph: ಮಾಲೂರು ಆ.೨೩:- ಹಾಸನ ತಾಲೂಕಿನ ಕಾಲೇಜಿನ ಕೃಷಿ ಮಹಾವಿದ್ಯಾಲಯದ ಅಂತಿಮ ವರ್ಷದ ವಿದ್ಯಾರ್ಥಿಗಳು ಗ್ರಾಮೀಣ ಕೃಷಿ ಕಾರ್ಯಾನುಭವ ಶಿಬಿರದ ಅಂಗವಾಗಿ ತಾಲೂಕಿನ ಗ್ರಾಮಕ್ಕೆ ಭೇಟಿ ನೀಡಿದರು. — [249, 1998, 576, 2049]
story3-paragraph: ಗೌರಿಬಿದನೂರು ಆ.೨೩:- ಪ್ರಾಮಾಣಿಕ ಮುಖ್ಯಮಂತ್ರಿ ಎಂದು ಹೆಸರು ಪಡೆದಿರುವ ಸಿದ್ದರಾಮಯ್ಯ ಅವರ ತೇಜೋವಧೆ ಮಾಡಲು ಕೇಂದ್ರ ಹುನ್ನಾರ ನಡೆಸುತ್ತಿದೆ ಎಂದು ಶಾಸಕ ಕೆ.ಹೆಚ್.ಪುಟ್ಟಸ್ವಾಮಿಗೌಡ ಆರೋಪಿಸಿದರು. — [82, 1661, 236, 1768]
mandikal-paragraph: ಮಠದ ಕಾರ್ಯದರ್ಶಿ ಸೇರಿದಂತೆ ಅನೇಕ ಭಕ್ತರು ಉಪಸ್ಥಿತರಿದ್ದರು. — [765, 1641, 919, 1674]
story4-body — [249, 1996, 576, 2398]
malur-col2 — [932, 340, 1086, 881]
story3-paragraph: ನಾನು ಸ್ವತಂತ್ರ ಶಾಸಕನಾಗಿ ಆಯ್ಕೆಯಾದ ನಂತರ ಸಿದ್ದರಾಮಯ್ಯ ಅವರ ಕಾರ್ಯವೈಖರಿ ಮೆಚ್ಚಿ ಬೆಂಬಲ ನೀಡಿದ್ದೇನೆ. ಸರ್ಕಾರ ಉರುಳಿಸುವ ಯತ್ನ ನಡೆಯುತ್ತಿದೆ ಎಂದರು. — [82, 1856, 236, 1944]
court-title — [1105, 1009, 1418, 1059]
malur-paragraph: ಜಿಂಗ್ ರಾಘವೇಂದ್ರ ಮಹಿಳಾ ಭಜನಾ ಮಂಡಳಿ ಯವರಿಂದ ಭಜನೆ ಕಾರ್ಯಕ್ರಮ ನಡೆಯಿತು. — [932, 402, 1086, 453]
public-notice-footer: ನ್ಯಾಯಾಲಯದ ಆಜ್ಞೆಯ ಮೇರೆಗೆ — [1204, 2126, 1319, 2139]
section-divider — [82, 587, 576, 589]
kalanidhi-paragraph: ಅನೇಕ ವರ್ಷಗಳಿಂದ ನಾಟ್ಯ ಕ್ಷೇತ್ರದಲ್ಲಿ ಸೇವೆ ಸಲ್ಲಿಸುತ್ತಿರುವ ಅಕಾಡೆಮಿಯು ನೂರಾರು ವಿದ್ಯಾರ್ಥಿಗಳಿಗೆ ಭರತನಾಟ್ಯ ತರಬೇತಿ ನೀಡುತ್ತಿದೆ. ಶ್ರೀಕೃಷ್ಣನ ಬಾಲಲೀಲೆಗಳು, ಗೋಕುಲದ ಕಥೆಗಳು ಸುಂದರವಾಗಿ ರೂಪಕದಲ್ಲಿ ಮೂಡಿಬಂದವು. — [1097, 490, 1255, 597]
court-parties — [1106, 1095, 1417, 1922]
story3-col1 — [82, 1659, 236, 2215]
mandikal-body — [765, 1444, 919, 1800]
story3-paragraph: ಉಸ್ತುವಾರಿ ಸಚಿವರ ವಿರುದ್ಧವೂ ಟೀಕಿಸಿದ ಅವರು ಕೇಂದ್ರ ಸರ್ಕಾರದ ಕುತಂತ್ರದ ವಿರುದ್ಧ ಹೋರಾಟ ಮುಂದುವರೆಯಲಿದೆ ಎಂದು ಹೇಳಿದರು. — [249, 1740, 403, 1810]
story4-headline: ಕೃಷಿ ಕಾರ್ಯಾನುಭವ ಶಿಬಿರದಲ್ಲಿ ಭಾಗಿ — [249, 1841, 491, 1864]
story4-paragraph: ಈ ಕಾರ್ಯಕ್ರಮದ ಮೂಲಕ ವಿದ್ಯಾರ್ಥಿಗಳು ಗ್ರಾಮದ ಪ್ರದೇಶದಲ್ಲಿ ಕೃಷಿ ತಂತ್ರಜ್ಞಾನ, ಬೆಳೆ ನಿರ್ವಹಣೆ, ಮಣ್ಣು ಪರೀಕ್ಷೆ ಹಾಗೂ ಸಾವಯವ ಕೃಷಿಯ ಕುರಿತು ರೈತರಿಗೆ ಮಾಹಿತಿ ನೀಡಿದರು. ಗ್ರಾಮಸ್ಥರು ವಿದ್ಯಾರ್ಥಿಗಳೊಂದಿಗೆ ಉತ್ಸಾಹದಿಂದ ಪಾಲ್ಗೊಂಡರು. — [249, 2119, 576, 2170]
dance-performance-photo — [1097, 178, 1426, 402]
story2-body — [82, 881, 576, 1390]
court-party: ಅರ್ಜಿದಾರರು: 1. ಶ್ರೀಮತಿ ಲಕ್ಷ್ಮಮ್ಮ ಬಿನ್ ಲೇಟ್ ಚಿನ್ನಪ್ಪ, ಕೋಂ ನಾರಾಯಣಪ್ಪ, ಮಯಸ್ಸು ಸುಮಾರು 60 ವರ್ಷ, ವಾಸ ಮಾರಾಯನಹಳ್ಳಿ ಗ್ರಾಮ, ಕಸಬಾ ಹೋಬಳಿ, ಕೋಲಾರ ತಾಲೂಕು ಮತ್ತು ಜಿಲ್ಲೆ. — [1106, 1098, 1417, 1145]
police-paragraph: ಬಂಗಾರಪೇಟೆ ಪಟ್ಟಣದಲ್ಲಿ ಅತಿಹೆಚ್ಚು ವಿದ್ಯುತ್ ವೈರ್ ತುಳಿದು ವ್ಯಕ್ತಿಯೊಬ್ಬರು ಸಾವನ್ನಪ್ಪಿರುವ ಘಟನೆ ನಡೆದಿದೆ. — [587, 356, 754, 407]
police-paragraph: ಕೋಲಾರ ಮುಖ್ಯ ರಸ್ತೆಯಲ್ಲಿ ರಾತ್ರಿ ವೇಳೆ ಈ ಘಟನೆ ನಡೆದಿದ್ದು ಗೋಪಾಲ್ ಕೆಂಪ (೬೦) ಎಂದು ಗುರುತಿಸಲಾಗಿದೆ. — [587, 416, 754, 467]
